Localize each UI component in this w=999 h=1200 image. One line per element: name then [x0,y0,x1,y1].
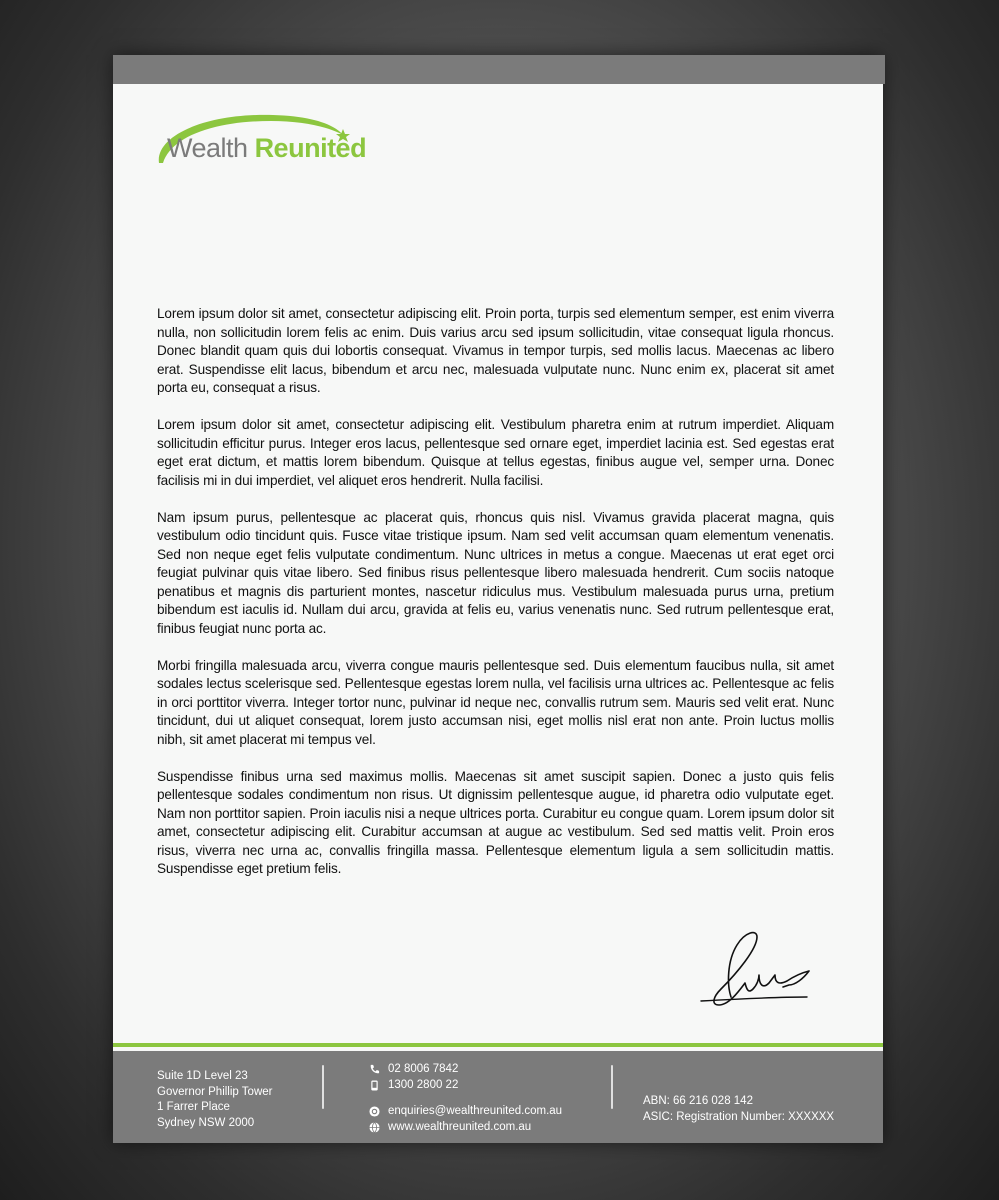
footer-divider-2 [611,1065,613,1109]
phone-row [369,1061,562,1077]
phone-icon [369,1064,380,1075]
company-logo [153,107,393,167]
header-bar [113,55,885,84]
paragraph-5: Suspendisse finibus urna sed maximus mollis. Maecenas sit amet suscipit sapien. Donec a justo quis felis pellentesque sodales condimentum non risus. Ut dignissim pellentesque augue, id pharetra odio vulputate eget. Nam non porttitor sapien. Proin iaculis nisi a neque ultrices porta. Curabitur eu congue quam. Lorem ipsum dolor sit amet, consectetur adipiscing elit. Curabitur accumsan at augue ac vestibulum. Sed sed mattis velit. Proin eros risus, viverra nec urna ac, convallis fringilla massa. Pellentesque elementum ligula a sem sollicitudin mattis. Suspendisse eget pretium felis. [157,768,834,876]
logo-wordmark [167,133,366,164]
paragraph-2: Lorem ipsum dolor sit amet, consectetur adipiscing elit. Vestibulum pharetra enim at rutrum imperdiet. Aliquam sollicitudin efficitur purus. Integer eros lacus, pellentesque sed ornare eget, imperdiet lacinia est. Sed egestas erat eget erat dictum, et mattis lorem bibendum. Quisque at tellus egestas, finibus augue vel, semper urna. Donec facilisis mi in dui imperdiet, vel aliquet eros hendrerit. Nulla facilisi. [157,417,834,488]
mobile-icon [369,1080,380,1091]
paragraph-3: Nam ipsum purus, pellentesque ac placerat quis, rhoncus quis nisl. Vivamus gravida placerat magna, quis vestibulum odio tincidunt quis. Fusce vitae tristique ipsum. Nam sed velit accumsan quam elementum venenatis. Sed non neque eget felis vulputate condimentum. Nunc ultrices in metus a congue. Maecenas ut erat eget orci feugiat pulvinar quis vitae libero. Sed finibus risus pellentesque libero malesuada hendrerit. Cum sociis natoque penatibus et magnis dis parturient montes, nascetur ridiculus mus. Vestibulum malesuada purus urna, pretium bibendum est iaculis id. Nullam dui arcu, gravida at felis eu, varius venenatis nunc. Sed rutrum pellentesque erat, finibus feugiat nunc porta ac. [157,509,834,636]
asic-number: ASIC: Registration Number: XXXXXX [643,1111,835,1123]
address-block [157,1069,272,1131]
address-line-1: Suite 1D Level 23 [157,1070,248,1082]
footer [113,1051,883,1143]
email-icon [369,1106,380,1117]
globe-icon [369,1122,380,1133]
logo-word-wealth: Wealth [167,133,248,163]
mobile-row [369,1077,562,1093]
registration-block [643,1093,834,1125]
letter-body [157,305,834,897]
address-line-4: Sydney NSW 2000 [157,1116,255,1129]
signature-image [697,927,817,1011]
paragraph-4: Morbi fringilla malesuada arcu, viverra congue mauris pellentesque sed. Duis elementum faucibus nulla, sit amet sodales lectus scelerisque sed. Pellentesque egestas lorem nulla, vel facilisis urna ultrices ac. Pellentesque ac felis in orci porttitor viverra. Integer tortor nunc, pulvinar id neque nec, convallis rutrum sem. Mauris sed velit erat. Nunc tincidunt, dui ut aliquet consequat, lorem justo accumsan nisi, eget mollis nisl erat non ante. Proin luctus mollis nibh, sit amet placerat mi tempus vel. [157,657,834,747]
letterhead-page [113,55,883,1143]
footer-accent-line [113,1043,883,1047]
phone-number: 02 8006 7842 [388,1063,459,1075]
paragraph-1: Lorem ipsum dolor sit amet, consectetur adipiscing elit. Proin porta, turpis sed elementum semper, est enim viverra nulla, non sollicitudin lorem felis ac enim. Duis varius arcu sed ipsum sollicitudin, vitae consequat ligula rhoncus. Donec blandit quam quis dui lobortis consequat. Vivamus in tempor turpis, sed mollis lacus. Maecenas ac libero erat. Suspendisse elit lacus, bibendum et arcu nec, malesuada vulputate nunc. Nunc enim ex, placerat sit amet porta eu, consequat a risus. [157,306,834,395]
mobile-number: 1300 2800 22 [388,1079,459,1091]
address-line-2: Governor Phillip Tower [157,1085,273,1098]
website-row [369,1119,562,1135]
email-link[interactable]: enquiries@wealthreunited.com.au [388,1105,563,1117]
address-line-3: 1 Farrer Place [157,1101,230,1113]
contact-block [369,1061,562,1135]
footer-divider-1 [322,1065,324,1109]
website-link[interactable]: www.wealthreunited.com.au [388,1121,532,1133]
abn-number: ABN: 66 216 028 142 [643,1095,753,1107]
logo-word-reunited: Reunited [254,133,367,163]
email-row [369,1103,562,1119]
